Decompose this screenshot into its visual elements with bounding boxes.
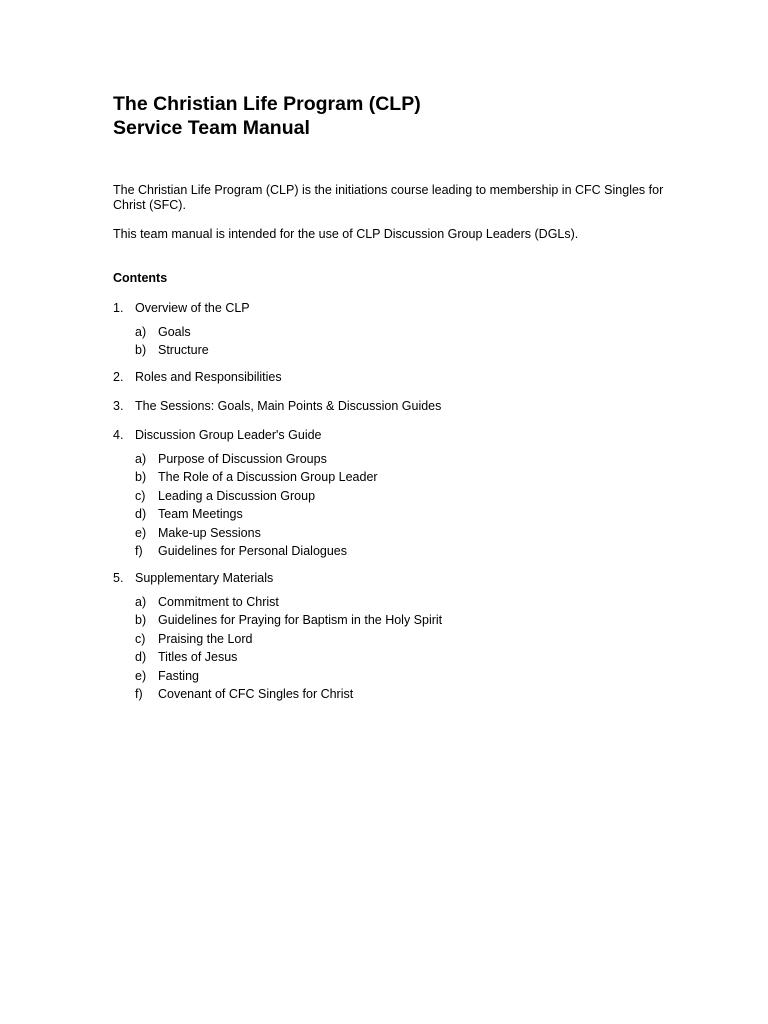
- toc-subitem: [135, 649, 673, 668]
- toc-subitem: [135, 630, 673, 649]
- toc-subitem-letter: f): [135, 544, 143, 559]
- toc-subitem-letter: e): [135, 668, 147, 683]
- toc-subitem: [135, 469, 673, 488]
- toc-subitem-text: Structure: [158, 343, 209, 358]
- toc-section-3: [113, 399, 673, 414]
- toc-subitem-letter: b): [135, 470, 147, 485]
- toc-item: [113, 370, 673, 385]
- toc-item: [113, 571, 673, 586]
- intro-paragraph-2: This team manual is intended for the use of CLP Discussion Group Leaders (DGLs).: [113, 227, 579, 241]
- toc-subitem-letter: a): [135, 324, 147, 339]
- toc-subitem: [135, 450, 673, 469]
- toc-item-number: 2.: [113, 370, 124, 384]
- toc-item-title: Roles and Responsibilities: [135, 370, 282, 384]
- toc-item-number: 4.: [113, 428, 124, 442]
- contents-heading: Contents: [113, 271, 168, 285]
- toc-subitem-text: Guidelines for Praying for Baptism in the Holy Spirit: [158, 613, 443, 628]
- toc-item: [113, 428, 673, 443]
- toc-subitem: [135, 667, 673, 686]
- toc-subitem: [135, 524, 673, 543]
- toc-item-title: The Sessions: Goals, Main Points & Discussion Guides: [135, 399, 442, 413]
- toc-subitem-letter: e): [135, 525, 147, 540]
- toc-section-1: [113, 301, 673, 360]
- toc-subitem-letter: a): [135, 451, 147, 466]
- toc-subitem: [135, 506, 673, 525]
- toc-subitem: [135, 543, 673, 562]
- toc-subitem-text: Fasting: [158, 668, 199, 683]
- toc-item-title: Overview of the CLP: [135, 301, 250, 315]
- toc-subitems: [135, 593, 673, 704]
- toc-subitem: [135, 323, 673, 342]
- toc-subitem-text: Team Meetings: [158, 507, 243, 522]
- toc-subitem-letter: d): [135, 507, 147, 522]
- toc-subitem-text: Titles of Jesus: [158, 650, 238, 665]
- table-of-contents: [113, 301, 673, 704]
- toc-subitem-letter: d): [135, 650, 147, 665]
- toc-section-5: [113, 571, 673, 704]
- toc-subitem-text: Commitment to Christ: [158, 594, 279, 609]
- toc-subitems: [135, 450, 673, 561]
- toc-subitem-text: Praising the Lord: [158, 631, 253, 646]
- toc-subitem-letter: c): [135, 631, 146, 646]
- toc-subitem-letter: f): [135, 687, 143, 702]
- toc-subitem-letter: b): [135, 343, 147, 358]
- toc-section-4: [113, 428, 673, 561]
- intro-paragraph-1: The Christian Life Program (CLP) is the initiations course leading to membership in CFC Singles for Christ (SFC).: [113, 183, 664, 212]
- toc-subitem-letter: b): [135, 613, 147, 628]
- toc-item: [113, 301, 673, 316]
- toc-item-number: 3.: [113, 399, 124, 413]
- toc-subitem-text: The Role of a Discussion Group Leader: [158, 470, 378, 485]
- toc-subitem: [135, 686, 673, 705]
- document-title-line-1: The Christian Life Program (CLP): [113, 93, 421, 115]
- toc-item: [113, 399, 673, 414]
- toc-subitem: [135, 342, 673, 361]
- toc-subitem-text: Leading a Discussion Group: [158, 488, 316, 503]
- toc-subitem-text: Covenant of CFC Singles for Christ: [158, 687, 354, 702]
- toc-subitem-text: Goals: [158, 324, 191, 339]
- toc-item-number: 1.: [113, 301, 124, 315]
- toc-item-title: Discussion Group Leader's Guide: [135, 428, 322, 442]
- toc-item-number: 5.: [113, 571, 124, 585]
- document-page: [113, 92, 673, 704]
- toc-subitem-text: Purpose of Discussion Groups: [158, 451, 327, 466]
- toc-section-2: [113, 370, 673, 385]
- toc-subitem: [135, 612, 673, 631]
- toc-item-title: Supplementary Materials: [135, 571, 274, 585]
- toc-subitem-text: Guidelines for Personal Dialogues: [158, 544, 347, 559]
- toc-subitem-text: Make-up Sessions: [158, 525, 261, 540]
- toc-subitem-letter: a): [135, 594, 147, 609]
- toc-subitem: [135, 487, 673, 506]
- toc-subitem-letter: c): [135, 488, 146, 503]
- toc-subitems: [135, 323, 673, 360]
- toc-subitem: [135, 593, 673, 612]
- document-title-line-2: Service Team Manual: [113, 117, 310, 139]
